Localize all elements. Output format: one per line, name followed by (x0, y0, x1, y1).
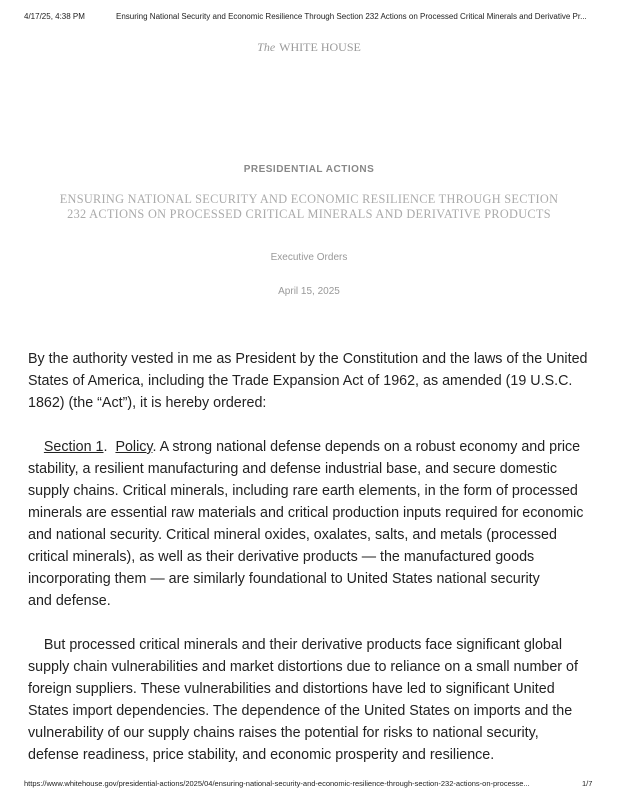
text-line: supply chains. Critical minerals, including rare earth elements, in the form of processed (28, 483, 578, 499)
print-url: https://www.whitehouse.gov/presidential-actions/2025/04/ensuring-national-security-and-economic-resilience-through-section-232-actions-on-processe... (24, 779, 530, 788)
paragraph-3 (28, 634, 598, 766)
section-kicker[interactable]: PRESIDENTIAL ACTIONS (243, 164, 375, 175)
text-line: 1862) (the “Act”), it is hereby ordered: (28, 395, 267, 411)
text-line: and national security. Critical mineral oxides, oxalates, salts, and metals (processed (28, 527, 557, 543)
intro-paragraph (28, 348, 598, 414)
text-line: foreign suppliers. These vulnerabilities and distortions have led to significant United (28, 681, 555, 697)
white-house-logo[interactable] (0, 40, 618, 55)
text-line (28, 634, 598, 656)
page-title (0, 192, 618, 222)
print-datetime: 4/17/25, 4:38 PM (24, 12, 85, 21)
policy-label: Policy (115, 439, 153, 455)
text-line: incorporating them — are similarly foundational to United States national security (28, 571, 540, 587)
text-line: and defense. (28, 593, 111, 609)
brand-name: WHITE HOUSE (279, 40, 361, 54)
text-line: Section 1. Policy. A strong national defense depends on a robust economy and price (43, 439, 581, 455)
print-doc-title: Ensuring National Security and Economic Resilience Through Section 232 Actions on Processed Critical Minerals and Derivative Pr... (116, 12, 587, 21)
text-line: supply chain vulnerabilities and market distortions due to reliance on a small number of (28, 659, 578, 675)
section-label: Section 1 (43, 439, 104, 455)
text-line: States of America, including the Trade Expansion Act of 1962, as amended (19 U.S.C. (28, 373, 573, 389)
text-line: By the authority vested in me as President by the Constitution and the laws of the United (28, 351, 588, 367)
text-line: States import dependencies. The dependence of the United States on imports and the (28, 703, 573, 719)
section-1-paragraph (28, 436, 598, 612)
text-line: critical minerals), as well as their derivative products — the manufactured goods (28, 549, 535, 565)
publish-date: April 15, 2025 (278, 286, 340, 297)
text-line: defense readiness, price stability, and economic prosperity and resilience. (28, 747, 495, 763)
text-span: . A strong national defense depends on a robust economy and price (152, 439, 581, 455)
page-number: 1/7 (582, 779, 593, 788)
title-line: 232 ACTIONS ON PROCESSED CRITICAL MINERALS AND DERIVATIVE PRODUCTS (67, 207, 551, 221)
text-span: But processed critical minerals and their derivative products face significant global (43, 637, 563, 653)
text-line: vulnerability of our supply chains raises the potential for risks to national security, (28, 725, 539, 741)
brand-the: The (257, 40, 276, 54)
text-line: stability, a resilient manufacturing and defense industrial base, and secure domestic (28, 461, 558, 477)
text-line: minerals are essential raw materials and critical production inputs required for economic (28, 505, 584, 521)
category-link[interactable]: Executive Orders (270, 252, 348, 263)
title-line: ENSURING NATIONAL SECURITY AND ECONOMIC RESILIENCE THROUGH SECTION (59, 192, 559, 206)
